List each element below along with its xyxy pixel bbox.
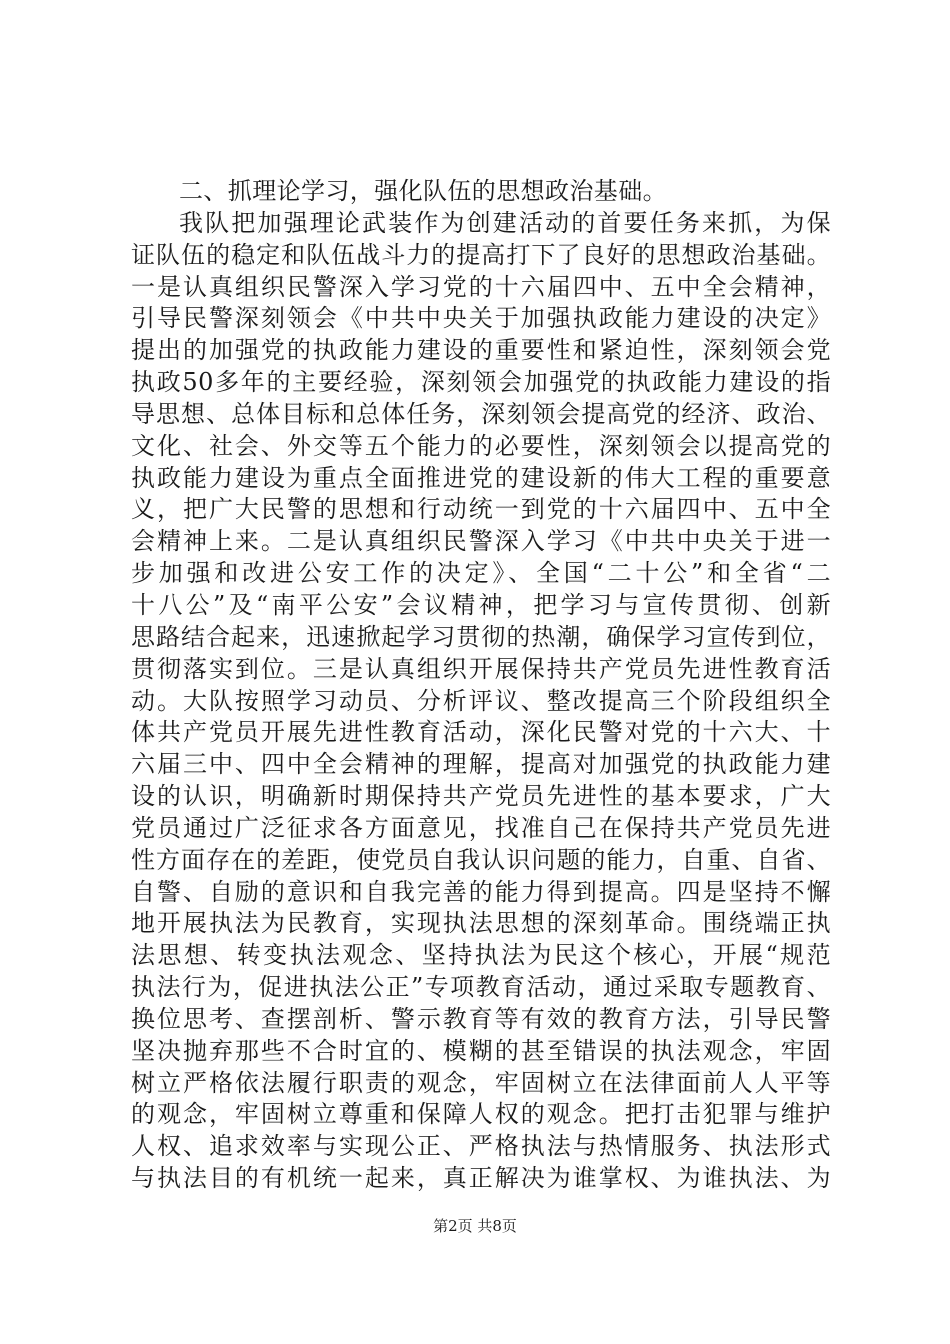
paragraph-line: 坚决抛弃那些不合时宜的、模糊的甚至错误的执法观念，牢固 bbox=[131, 1036, 831, 1065]
paragraph-line: 地开展执法为民教育，实现执法思想的深刻革命。围绕端正执 bbox=[131, 909, 831, 938]
paragraph-line: 思路结合起来，迅速掀起学习贯彻的热潮，确保学习宣传到位， bbox=[131, 622, 831, 651]
paragraph-line: 执政50多年的主要经验，深刻领会加强党的执政能力建设的指 bbox=[131, 368, 831, 397]
paragraph-line: 文化、社会、外交等五个能力的必要性，深刻领会以提高党的 bbox=[131, 431, 831, 460]
paragraph-line: 法思想、转变执法观念、坚持执法为民这个核心，开展“规范 bbox=[131, 941, 831, 970]
paragraph-line: 体共产党员开展先进性教育活动，深化民警对党的十六大、十 bbox=[131, 718, 831, 747]
paragraph-line: 性方面存在的差距，使党员自我认识问题的能力，自重、自省、 bbox=[131, 845, 831, 874]
paragraph-line: 六届三中、四中全会精神的理解，提高对加强党的执政能力建 bbox=[131, 750, 831, 779]
section-heading: 二、抓理论学习，强化队伍的思想政治基础。 bbox=[179, 177, 667, 205]
paragraph-line: 设的认识，明确新时期保持共产党员先进性的基本要求，广大 bbox=[131, 782, 831, 811]
paragraph-line: 提出的加强党的执政能力建设的重要性和紧迫性，深刻领会党 bbox=[131, 336, 831, 365]
paragraph-line: 我队把加强理论武装作为创建活动的首要任务来抓，为保 bbox=[179, 208, 831, 237]
paragraph-line: 党员通过广泛征求各方面意见，找准自己在保持共产党员先进 bbox=[131, 813, 831, 842]
paragraph-line: 导思想、总体目标和总体任务，深刻领会提高党的经济、政治、 bbox=[131, 399, 831, 428]
paragraph-line: 自警、自励的意识和自我完善的能力得到提高。四是坚持不懈 bbox=[131, 877, 831, 906]
paragraph-line: 换位思考、查摆剖析、警示教育等有效的教育方法，引导民警 bbox=[131, 1004, 831, 1033]
paragraph-line: 人权、追求效率与实现公正、严格执法与热情服务、执法形式 bbox=[131, 1132, 831, 1161]
paragraph-line: 一是认真组织民警深入学习党的十六届四中、五中全会精神， bbox=[131, 272, 831, 301]
paragraph-line: 树立严格依法履行职责的观念，牢固树立在法律面前人人平等 bbox=[131, 1068, 831, 1097]
paragraph-line: 十八公”及“南平公安”会议精神，把学习与宣传贯彻、创新 bbox=[131, 590, 831, 619]
document-body bbox=[131, 176, 831, 1195]
paragraph-line: 执政能力建设为重点全面推进党的建设新的伟大工程的重要意 bbox=[131, 463, 831, 492]
paragraph-line: 义，把广大民警的思想和行动统一到党的十六届四中、五中全 bbox=[131, 495, 831, 524]
paragraph-line: 贯彻落实到位。三是认真组织开展保持共产党员先进性教育活 bbox=[131, 654, 831, 683]
page-number-footer: 第2页 共8页 bbox=[433, 1217, 517, 1235]
paragraph-line: 会精神上来。二是认真组织民警深入学习《中共中央关于进一 bbox=[131, 527, 831, 556]
paragraph-line: 的观念，牢固树立尊重和保障人权的观念。把打击犯罪与维护 bbox=[131, 1100, 831, 1129]
paragraph-line: 步加强和改进公安工作的决定》、全国“二十公”和全省“二 bbox=[131, 559, 831, 588]
paragraph-line: 引导民警深刻领会《中共中央关于加强执政能力建设的决定》 bbox=[131, 304, 831, 333]
paragraph-line: 证队伍的稳定和队伍战斗力的提高打下了良好的思想政治基础。 bbox=[131, 240, 831, 269]
paragraph-line: 执法行为，促进执法公正”专项教育活动，通过采取专题教育、 bbox=[131, 973, 831, 1002]
paragraph-line: 与执法目的有机统一起来，真正解决为谁掌权、为谁执法、为 bbox=[131, 1164, 831, 1193]
paragraph-line: 动。大队按照学习动员、分析评议、整改提高三个阶段组织全 bbox=[131, 686, 831, 715]
